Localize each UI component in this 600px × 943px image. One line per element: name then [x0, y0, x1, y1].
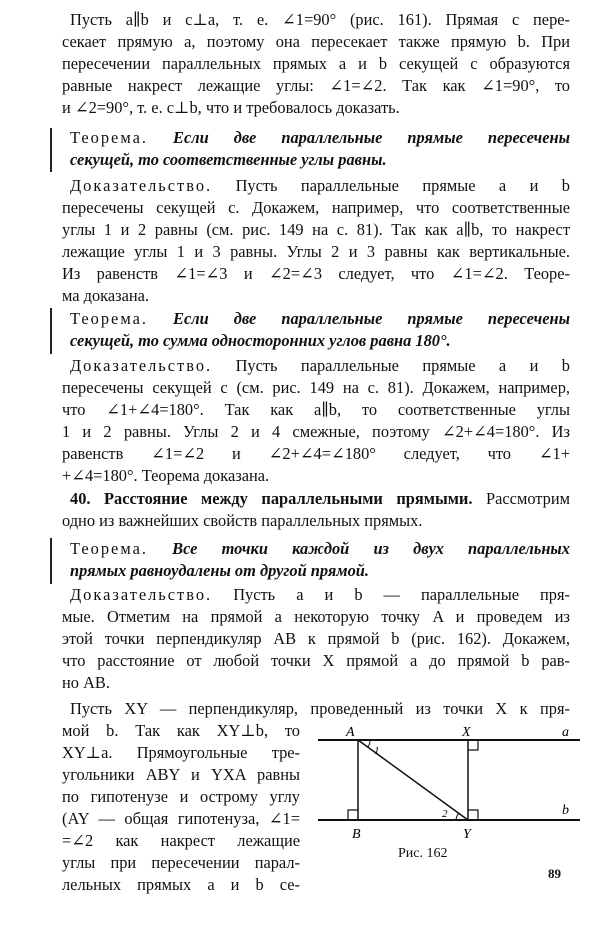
text-span: Пусть a и b — параллельные пря-: [233, 585, 570, 604]
text-line: и ∠2=90°, т. е. c⊥b, что и требовалось доказать.: [62, 98, 400, 117]
text-line: одно из важнейших свойств параллельных прямых.: [62, 511, 423, 530]
text-line: пересечении параллельных прямых a и b секущей c образуются: [62, 54, 570, 73]
text-line: этой точки перпендикуляр AB к прямой b (рис. 162). Докажем,: [62, 629, 570, 648]
label-X: X: [462, 726, 471, 740]
text-line: Из равенств ∠1=∠3 и ∠2=∠3 следует, что ∠1=∠2. Теоре-: [62, 264, 570, 283]
theorem-line: [70, 538, 570, 560]
text-line: пересечены секущей c (см. рис. 149 на с. 81). Докажем, например,: [62, 378, 570, 397]
text-line: угольники ABY и YXA равны: [62, 765, 300, 784]
text-line: углы 1 и 2 равны (см. рис. 149 на с. 81). Так как a∥b, то накрест: [62, 220, 570, 239]
proof-label: Доказательство.: [70, 585, 213, 604]
figure-caption: Рис. 162: [398, 846, 448, 861]
text-line: секает прямую a, поэтому она пересекает также прямую b. При: [62, 32, 570, 51]
text-line: мые. Отметим на прямой a некоторую точку A и проведем из: [62, 607, 570, 626]
theorem-statement: Если две параллельные прямые пересечены: [173, 128, 570, 147]
section-heading-line: [70, 488, 570, 510]
label-B: B: [352, 827, 361, 842]
right-angle-mark-Y: [468, 810, 478, 820]
text-line: лельных прямых a и b се-: [62, 875, 300, 894]
text-span: Пусть параллельные прямые a и b: [235, 176, 570, 195]
text-span: Рассмотрим: [486, 489, 570, 508]
theorem-statement: секущей, то сумма односторонних углов равна 180°.: [70, 331, 451, 350]
text-line: углы при пересечении парал-: [62, 853, 300, 872]
text-line: Пусть XY — перпендикуляр, проведенный из точки X к пря-: [70, 699, 570, 718]
text-line: пересечены секущей c. Докажем, например, что соответственные: [62, 198, 570, 217]
text-line: (AY — общая гипотенуза, ∠1=: [62, 809, 300, 828]
text-line: равные накрест лежащие углы: ∠1=∠2. Так как ∠1=90°, то: [62, 76, 570, 95]
theorem-label: Теорема.: [70, 128, 148, 147]
label-angle-2: 2: [442, 808, 448, 820]
theorem-line: [70, 308, 570, 330]
right-angle-mark-X: [468, 740, 478, 750]
text-line: что ∠1+∠4=180°. Так как a∥b, то соответственные углы: [62, 400, 570, 419]
text-line: Пусть a∥b и c⊥a, т. е. ∠1=90° (рис. 161). Прямая c пере-: [70, 10, 570, 29]
label-b: b: [562, 803, 569, 818]
text-line: что расстояние от любой точки X прямой a до прямой b рав-: [62, 651, 570, 670]
theorem-margin-bar: [50, 308, 52, 354]
theorem-statement: прямых равноудалены от другой прямой.: [70, 561, 369, 580]
angle-1-arc: [368, 740, 370, 747]
theorem-margin-bar: [50, 128, 52, 172]
right-angle-mark-B: [348, 810, 358, 820]
proof-label: Доказательство.: [70, 356, 213, 375]
label-A: A: [346, 726, 355, 740]
text-line: мой b. Так как XY⊥b, то: [62, 721, 300, 740]
theorem-statement: Все точки каждой из двух параллельных: [172, 539, 570, 558]
text-line: лежащие углы 1 и 3 равны. Углы 2 и 3 равны как вертикальные.: [62, 242, 570, 261]
figure-162: [318, 726, 580, 846]
text-line: =∠2 как накрест лежащие: [62, 831, 300, 850]
text-line: равенств ∠1=∠2 и ∠2+∠4=∠180° следует, что ∠1+: [62, 444, 570, 463]
text-line: XY⊥a. Прямоугольные тре-: [62, 743, 300, 762]
page-number: 89: [548, 866, 561, 881]
theorem-label: Теорема.: [70, 539, 148, 558]
text-line: +∠4=180°. Теорема доказана.: [62, 466, 270, 485]
label-a: a: [562, 726, 569, 740]
proof-line: [70, 584, 570, 606]
label-angle-1: 1: [374, 745, 380, 757]
theorem-label: Теорема.: [70, 309, 148, 328]
section-title: 40. Расстояние между параллельными прямыми.: [70, 489, 473, 508]
label-Y: Y: [463, 827, 471, 842]
angle-2-arc: [456, 813, 459, 820]
text-line: ма доказана.: [62, 286, 150, 305]
proof-label: Доказательство.: [70, 176, 213, 195]
text-span: Пусть параллельные прямые a и b: [235, 356, 570, 375]
theorem-statement: секущей, то соответственные углы равны.: [70, 150, 387, 169]
theorem-margin-bar: [50, 538, 52, 584]
text-line: но AB.: [62, 673, 110, 692]
proof-line: [70, 175, 570, 197]
theorem-line: [70, 127, 570, 149]
theorem-statement: Если две параллельные прямые пересечены: [173, 309, 570, 328]
text-line: 1 и 2 равны. Углы 2 и 4 смежные, поэтому ∠2+∠4=180°. Из: [62, 422, 570, 441]
proof-line: [70, 355, 570, 377]
text-line: по гипотенузе и острому углу: [62, 787, 300, 806]
